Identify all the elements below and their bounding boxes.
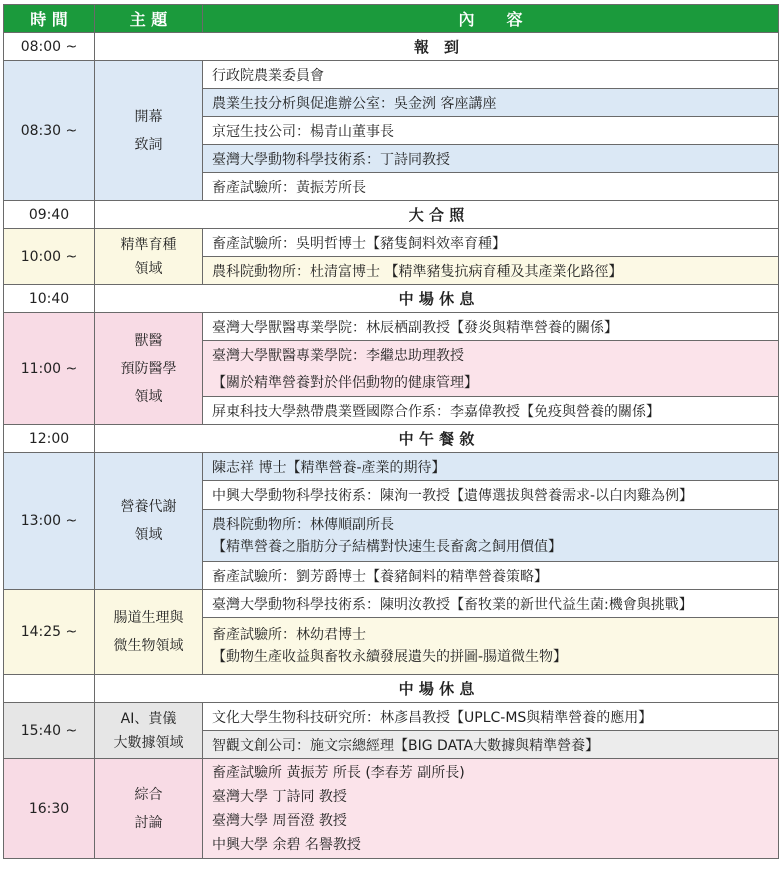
content-cell: 臺灣大學獸醫專業學院：林辰栖副教授【發炎與精準營養的關係】 [203,313,779,341]
time-cell: 16:30 [4,759,95,859]
content-cell: 農科院動物所：杜清富博士 【精準豬隻抗病育種及其產業化路徑】 [203,257,779,285]
time-cell: 10:40 [4,285,95,313]
row-break [4,675,779,703]
content-cell: 文化大學生物科技研究所：林彥昌教授【UPLC-MS與精準營養的應用】 [203,703,779,731]
content-cell: 農業生技分析與促進辦公室：吳金洌 客座講座 [203,89,779,117]
content-line: 【動物生產收益與畜牧永續發展遺失的拼圖-腸道微生物】 [212,649,568,665]
time-cell: 15:40 ~ [4,703,95,759]
table-row [4,229,779,257]
row-photo [4,201,779,229]
topic-line: 開幕 [134,108,163,125]
content-cell: 畜產試驗所：黃振芳所長 [203,173,779,201]
topic-line: 精準育種 [120,236,177,253]
topic-line: 大數據領域 [113,734,184,751]
content-cell: 畜產試驗所：吳明哲博士【豬隻飼料效率育種】 [203,229,779,257]
checkin-label: 報 到 [95,33,779,61]
topic-cell [95,61,203,201]
content-line: 中興大學 余碧 名譽教授 [212,836,361,853]
time-cell: 09:40 [4,201,95,229]
break-label: 中 場 休 息 [95,285,779,313]
content-cell: 行政院農業委員會 [203,61,779,89]
time-cell: 08:00 ~ [4,33,95,61]
header-row [4,5,779,33]
header-topic: 主 題 [95,5,203,33]
topic-line: 獸醫 [134,332,163,349]
content-cell: 中興大學動物科學技術系：陳洵一教授【遺傳選拔與營養需求-以白肉雞為例】 [203,481,779,510]
topic-cell [95,229,203,285]
content-line: 臺灣大學 周晉澄 教授 [212,812,347,829]
content-line: 臺灣大學 丁詩同 教授 [212,788,347,805]
lunch-label: 中 午 餐 敘 [95,425,779,453]
content-cell: 臺灣大學動物科學技術系：丁詩同教授 [203,145,779,173]
topic-line: 微生物領域 [113,638,184,654]
topic-line: 預防醫學 [120,360,177,377]
topic-cell [95,453,203,590]
topic-cell [95,590,203,675]
row-break [4,285,779,313]
table-row [4,703,779,731]
row-lunch [4,425,779,453]
break-label: 中 場 休 息 [95,675,779,703]
topic-line: 致詞 [134,136,163,153]
topic-line: 營養代謝 [120,499,177,515]
content-cell: 畜產試驗所：劉芳爵博士【養豬飼料的精準營養策略】 [203,562,779,590]
content-cell: 臺灣大學獸醫專業學院：李繼忠助理教授 [203,341,779,369]
topic-line: 綜合 [134,786,163,803]
content-cell [203,759,779,859]
topic-line: 腸道生理與 [113,610,184,626]
topic-line: 領域 [134,388,163,405]
table-row [4,313,779,341]
agenda-table [3,4,779,859]
content-cell: 臺灣大學動物科學技術系：陳明汝教授【畜牧業的新世代益生菌:機會與挑戰】 [203,590,779,618]
header-time: 時 間 [4,5,95,33]
time-cell [4,675,95,703]
content-line: 畜產試驗所：林幼君博士 [212,627,366,643]
content-cell: 智觀文創公司：施文宗總經理【BIG DATA大數據與精準營養】 [203,731,779,759]
table-row [4,61,779,89]
table-row [4,590,779,618]
content-line: 農科院動物所：林傳順副所長 [212,516,394,533]
topic-cell [95,703,203,759]
time-cell: 12:00 [4,425,95,453]
topic-line: 領域 [134,527,163,543]
content-cell [203,510,779,562]
content-cell [203,618,779,675]
content-cell: 京冠生技公司：楊青山董事長 [203,117,779,145]
topic-line: 討論 [134,814,163,831]
topic-cell [95,313,203,425]
topic-line: 領域 [134,260,163,277]
content-line: 畜產試驗所 黃振芳 所長 (李春芳 副所長) [212,764,465,781]
content-cell: 屏東科技大學熱帶農業暨國際合作系：李嘉偉教授【免疫與營養的關係】 [203,397,779,425]
table-row [4,453,779,481]
content-cell: 陳志祥 博士【精準營養-產業的期待】 [203,453,779,481]
time-cell: 08:30 ~ [4,61,95,201]
topic-line: AI、貴儀 [120,710,177,727]
row-checkin [4,33,779,61]
time-cell: 14:25 ~ [4,590,95,675]
time-cell: 11:00 ~ [4,313,95,425]
topic-cell [95,759,203,859]
time-cell: 10:00 ~ [4,229,95,285]
header-content: 內 容 [203,5,779,33]
time-cell: 13:00 ~ [4,453,95,590]
content-cell: 【關於精準營養對於伴侶動物的健康管理】 [203,369,779,397]
photo-label: 大 合 照 [95,201,779,229]
content-line: 【精準營養之脂肪分子結構對快速生長畜禽之飼用價值】 [212,538,562,555]
table-row [4,759,779,859]
